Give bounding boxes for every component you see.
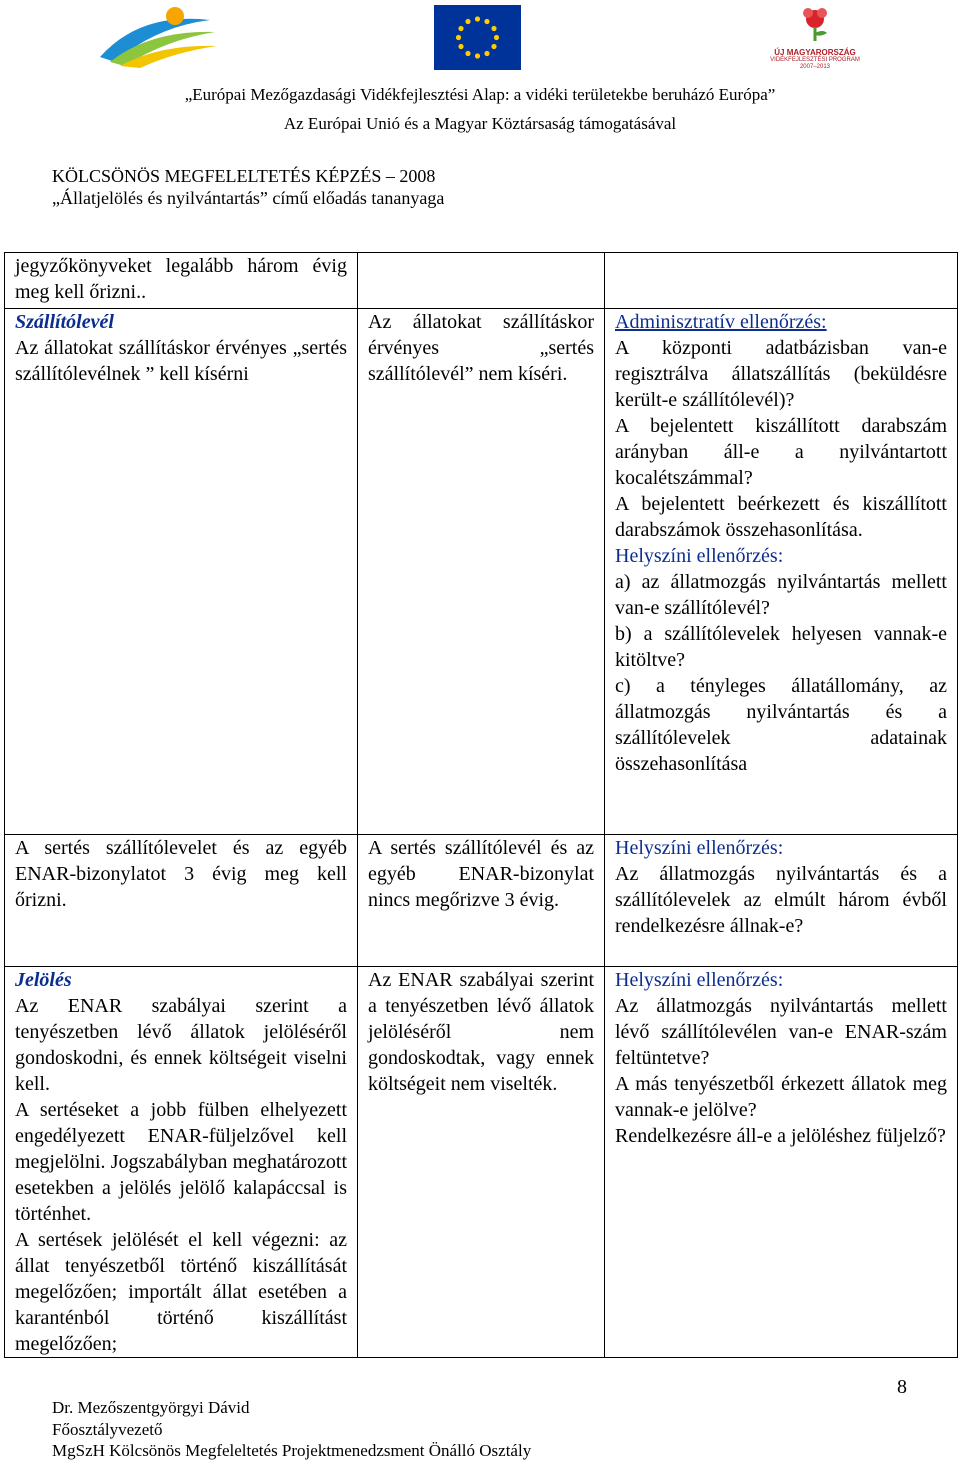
footer-author: Dr. Mezőszentgyörgyi Dávid <box>52 1398 250 1417</box>
document-title-block <box>52 165 444 209</box>
logo-text-2: VIDÉKFEJLESZTÉSI PROGRAM <box>770 57 860 63</box>
table-row <box>5 253 958 309</box>
footer-role: Főosztályvezető <box>52 1419 163 1439</box>
document-title: KÖLCSÖNÖS MEGFELELTETÉS KÉPZÉS – 2008 <box>52 166 436 186</box>
document-subtitle: „Állatjelölés és nyilvántartás” című előadás tananyaga <box>52 188 445 208</box>
table-row <box>5 835 958 967</box>
check-type-label: Helyszíni ellenőrzés: <box>615 545 784 567</box>
cell-text: Az állatokat szállításkor érvényes „sertés szállítólevélnek ” kell kísérni <box>15 337 347 385</box>
table-cell <box>358 253 605 309</box>
cell-text: Az állatokat szállításkor érvényes „sertés szállítólevél” nem kíséri. <box>368 311 594 385</box>
table-cell <box>358 835 605 967</box>
page-number: 8 <box>897 1376 907 1398</box>
table-cell <box>605 967 958 1358</box>
table-cell <box>358 967 605 1358</box>
cell-text: b) a szállítólevelek helyesen vannak-e kitöltve? <box>615 623 947 671</box>
cell-text: A sertés szállítólevelet és az egyéb ENAR-bizonylatot 3 évig meg kell őrizni. <box>15 837 347 911</box>
eu-flag-icon <box>434 5 521 70</box>
header-line-2: Az Európai Unió és a Magyar Köztársaság támogatásával <box>283 114 677 133</box>
table-cell <box>605 835 958 967</box>
logo-text-1: ÚJ MAGYARORSZÁG <box>774 48 856 57</box>
cell-text: Az állatmozgás nyilvántartás mellett lévő szállítólevélen van-e ENAR-szám feltüntetve? <box>615 995 947 1069</box>
cell-text: A központi adatbázisban van-e regisztrálva állatszállítás (beküldésre került-e szállítólevél)? <box>615 337 947 411</box>
cell-text: c) a tényleges állatállomány, az állatmozgás nyilvántartás és a szállítólevelek adatainak összehasonlítása <box>615 675 947 775</box>
table-cell <box>358 309 605 835</box>
table-cell <box>5 835 358 967</box>
section-heading: Jelölés <box>15 969 72 991</box>
cell-text: Az ENAR szabályai szerint a tenyészetben lévő állatok jelöléséről nem gondoskodtak, vagy ennek költségeit nem viselték. <box>368 969 594 1095</box>
cell-text: A más tenyészetből érkezett állatok meg vannak-e jelölve? <box>615 1073 947 1121</box>
flower-icon <box>795 3 835 43</box>
table-cell <box>5 967 358 1358</box>
requirements-table <box>4 252 958 1358</box>
rural-development-logo <box>95 2 220 75</box>
section-heading: Szállítólevél <box>15 311 114 333</box>
cell-text: Az ENAR szabályai szerint a tenyészetben lévő állatok jelöléséről gondoskodni, és ennek költségeit viselni kell. <box>15 995 347 1095</box>
new-hungary-logo <box>765 3 865 73</box>
footer <box>52 1397 531 1462</box>
footer-organization: MgSzH Kölcsönös Megfeleltetés Projektmenedzsment Önálló Osztály <box>52 1441 532 1460</box>
cell-text: A sertések jelölését el kell végezni: az állat tenyészetből történő kiszállítását megelőzően; importált állat esetében a karanténból történő kiszállítást megelőzően; <box>15 1229 347 1355</box>
cell-text: jegyzőkönyveket legalább három évig meg kell őrizni.. <box>15 255 347 303</box>
check-type-label: Helyszíni ellenőrzés: <box>615 969 784 991</box>
cell-text: A sertés szállítólevél és az egyéb ENAR-bizonylat nincs megőrizve 3 évig. <box>368 837 594 911</box>
cell-text: Rendelkezésre áll-e a jelöléshez füljelző? <box>615 1125 946 1147</box>
logo-text-3: 2007–2013 <box>799 64 831 70</box>
cell-text: A bejelentett kiszállított darabszám arányban áll-e a nyilvántartott kocalétszámmal? <box>615 415 947 489</box>
check-type-label: Adminisztratív ellenőrzés: <box>615 311 827 333</box>
check-type-label: Helyszíni ellenőrzés: <box>615 837 784 859</box>
table-cell <box>605 309 958 835</box>
cell-text: A bejelentett beérkezett és kiszállított darabszámok összehasonlítása. <box>615 493 947 541</box>
cell-text: A sertéseket a jobb fülben elhelyezett engedélyezett ENAR-füljelzővel kell megjelölni. Jogszabályban meghatározott esetekben a jelölés jelölő kalapáccsal is történhet. <box>15 1099 347 1225</box>
header-line-1: „Európai Mezőgazdasági Vidékfejlesztési Alap: a vidéki területekbe beruházó Európa” <box>184 85 776 104</box>
table-cell <box>605 253 958 309</box>
table-cell <box>5 309 358 835</box>
cell-text: Az állatmozgás nyilvántartás és a szállítólevelek az elmúlt három évből rendelkezésre állnak-e? <box>615 863 947 937</box>
table-cell <box>5 253 358 309</box>
table-row <box>5 309 958 835</box>
table-row <box>5 967 958 1358</box>
cell-text: a) az állatmozgás nyilvántartás mellett van-e szállítólevél? <box>615 571 947 619</box>
